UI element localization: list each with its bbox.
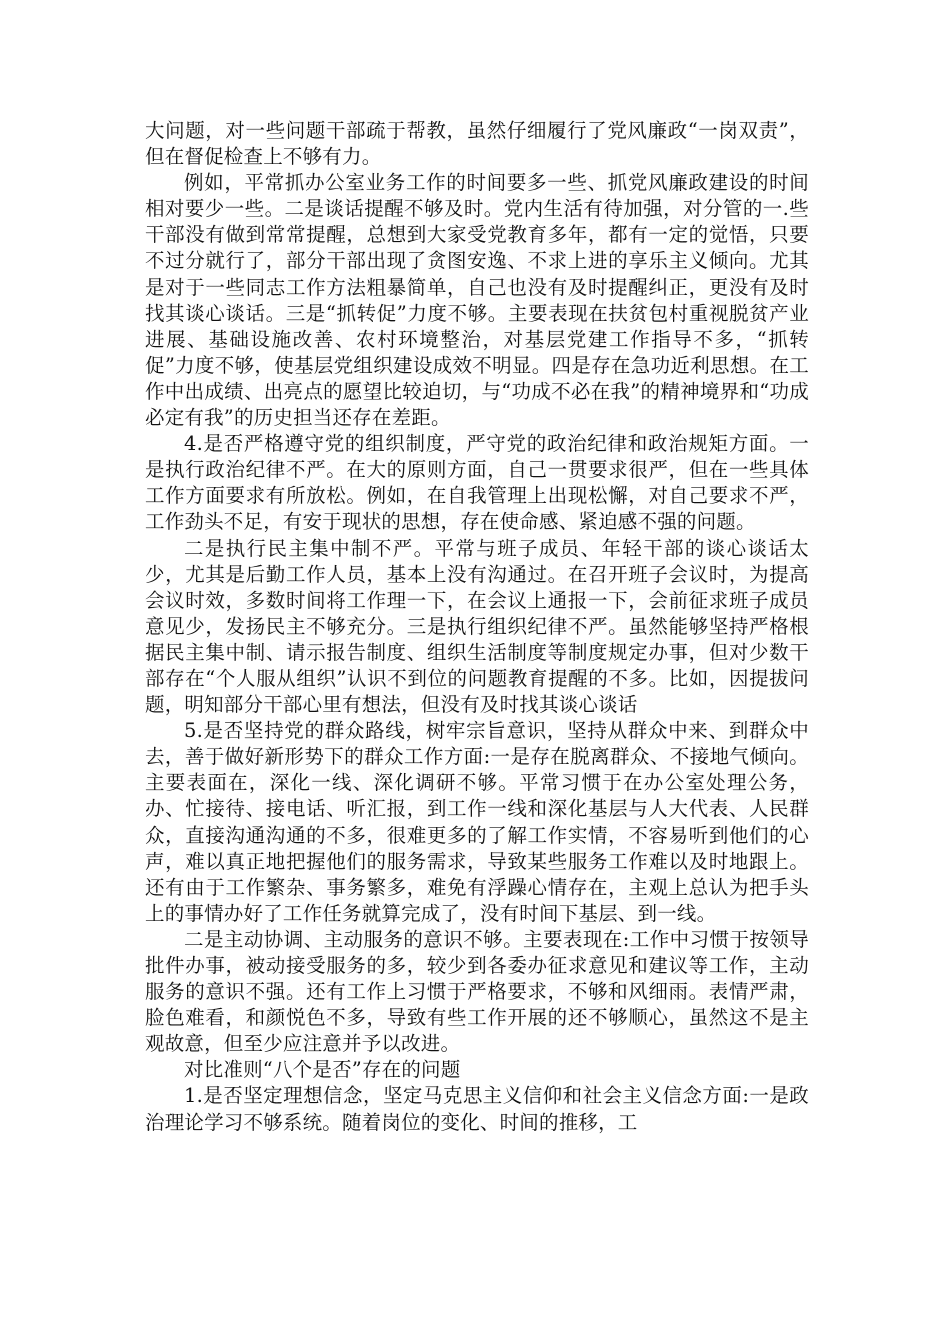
paragraph: 例如，平常抓办公室业务工作的时间要多一些、抓党风廉政建设的时间相对要少一些。二是谈话提醒不够及时。党内生活有待加强，对分管的一.些干部没有做到常常提醒，总想到大家受党教育多年，都有一定的觉悟，只要不过分就行了，部分干部出现了贪图安逸、不求上进的享乐主义倾向。尤其是对于一些同志工作方法粗暴简单，自己也没有及时提醒纠正，更没有及时找其谈心谈话。三是“抓转促”力度不够。主要表现在扶贫包村重视脱贫产业进展、基础设施改善、农村环境整治，对基层党建工作指导不多，“抓转促”力度不够，使基层党组织建设成效不明显。四是存在急功近利思想。在工作中出成绩、出亮点的愿望比较迫切，与“功成不必在我”的精神境界和“功成必定有我”的历史担当还存在差距。 (145, 171, 809, 430)
paragraph: 二是主动协调、主动服务的意识不够。主要表现在:工作中习惯于按领导批件办事，被动接受服务的多，较少到各委办征求意见和建议等工作，主动服务的意识不强。还有工作上习惯于严格要求，不够和风细雨。表情严肃，脸色难看，和颜悦色不多，导致有些工作开展的还不够顺心，虽然这不是主观故意，但至少应注意并予以改进。 (145, 927, 809, 1056)
document-body (145, 118, 809, 1136)
paragraph: 4.是否严格遵守党的组织制度，严守党的政治纪律和政治规矩方面。一是执行政治纪律不严。在大的原则方面，自己一贯要求很严，但在一些具体工作方面要求有所放松。例如，在自我管理上出现松懈，对自己要求不严，工作劲头不足，有安于现状的思想，存在使命感、紧迫感不强的问题。 (145, 432, 809, 534)
paragraph-continuation: 大问题，对一些问题干部疏于帮教，虽然仔细履行了党风廉政“一岗双责”，但在督促检查上不够有力。 (145, 119, 809, 169)
paragraph: 5.是否坚持党的群众路线，树牢宗旨意识，坚持从群众中来、到群众中去，善于做好新形势下的群众工作方面:一是存在脱离群众、不接地气倾向。主要表面在，深化一线、深化调研不够。平常习惯于在办公室处理公务，办、忙接待、接电话、听汇报，到工作一线和深化基层与人大代表、人民群众，直接沟通沟通的不多，很难更多的了解工作实情，不容易听到他们的心声，难以真正地把握他们的服务需求，导致某些服务工作难以及时地跟上。还有由于工作繁杂、事务繁多，难免有浮躁心情存在，主观上总认为把手头上的事情办好了工作任务就算完成了，没有时间下基层、到一线。 (145, 719, 809, 925)
section-heading: 对比准则“八个是否”存在的问题 (184, 1058, 461, 1082)
paragraph: 1.是否坚定理想信念，坚定马克思主义信仰和社会主义信念方面:一是政治理论学习不够系统。随着岗位的变化、时间的推移，工 (145, 1084, 809, 1134)
paragraph: 二是执行民主集中制不严。平常与班子成员、年轻干部的谈心谈话太少，尤其是后勤工作人员，基本上没有沟通过。在召开班子会议时，为提高会议时效，多数时间将工作理一下，在会议上通报一下，会前征求班子成员意见少，发扬民主不够充分。三是执行组织纪律不严。虽然能够坚持严格根据民主集中制、请示报告制度、组织生活制度等制度规定办事，但对少数干部存在“个人服从组织”认识不到位的问题教育提醒的不多。比如，因提拔问题，明知部分干部心里有想法，但没有及时找其谈心谈话 (145, 536, 809, 717)
